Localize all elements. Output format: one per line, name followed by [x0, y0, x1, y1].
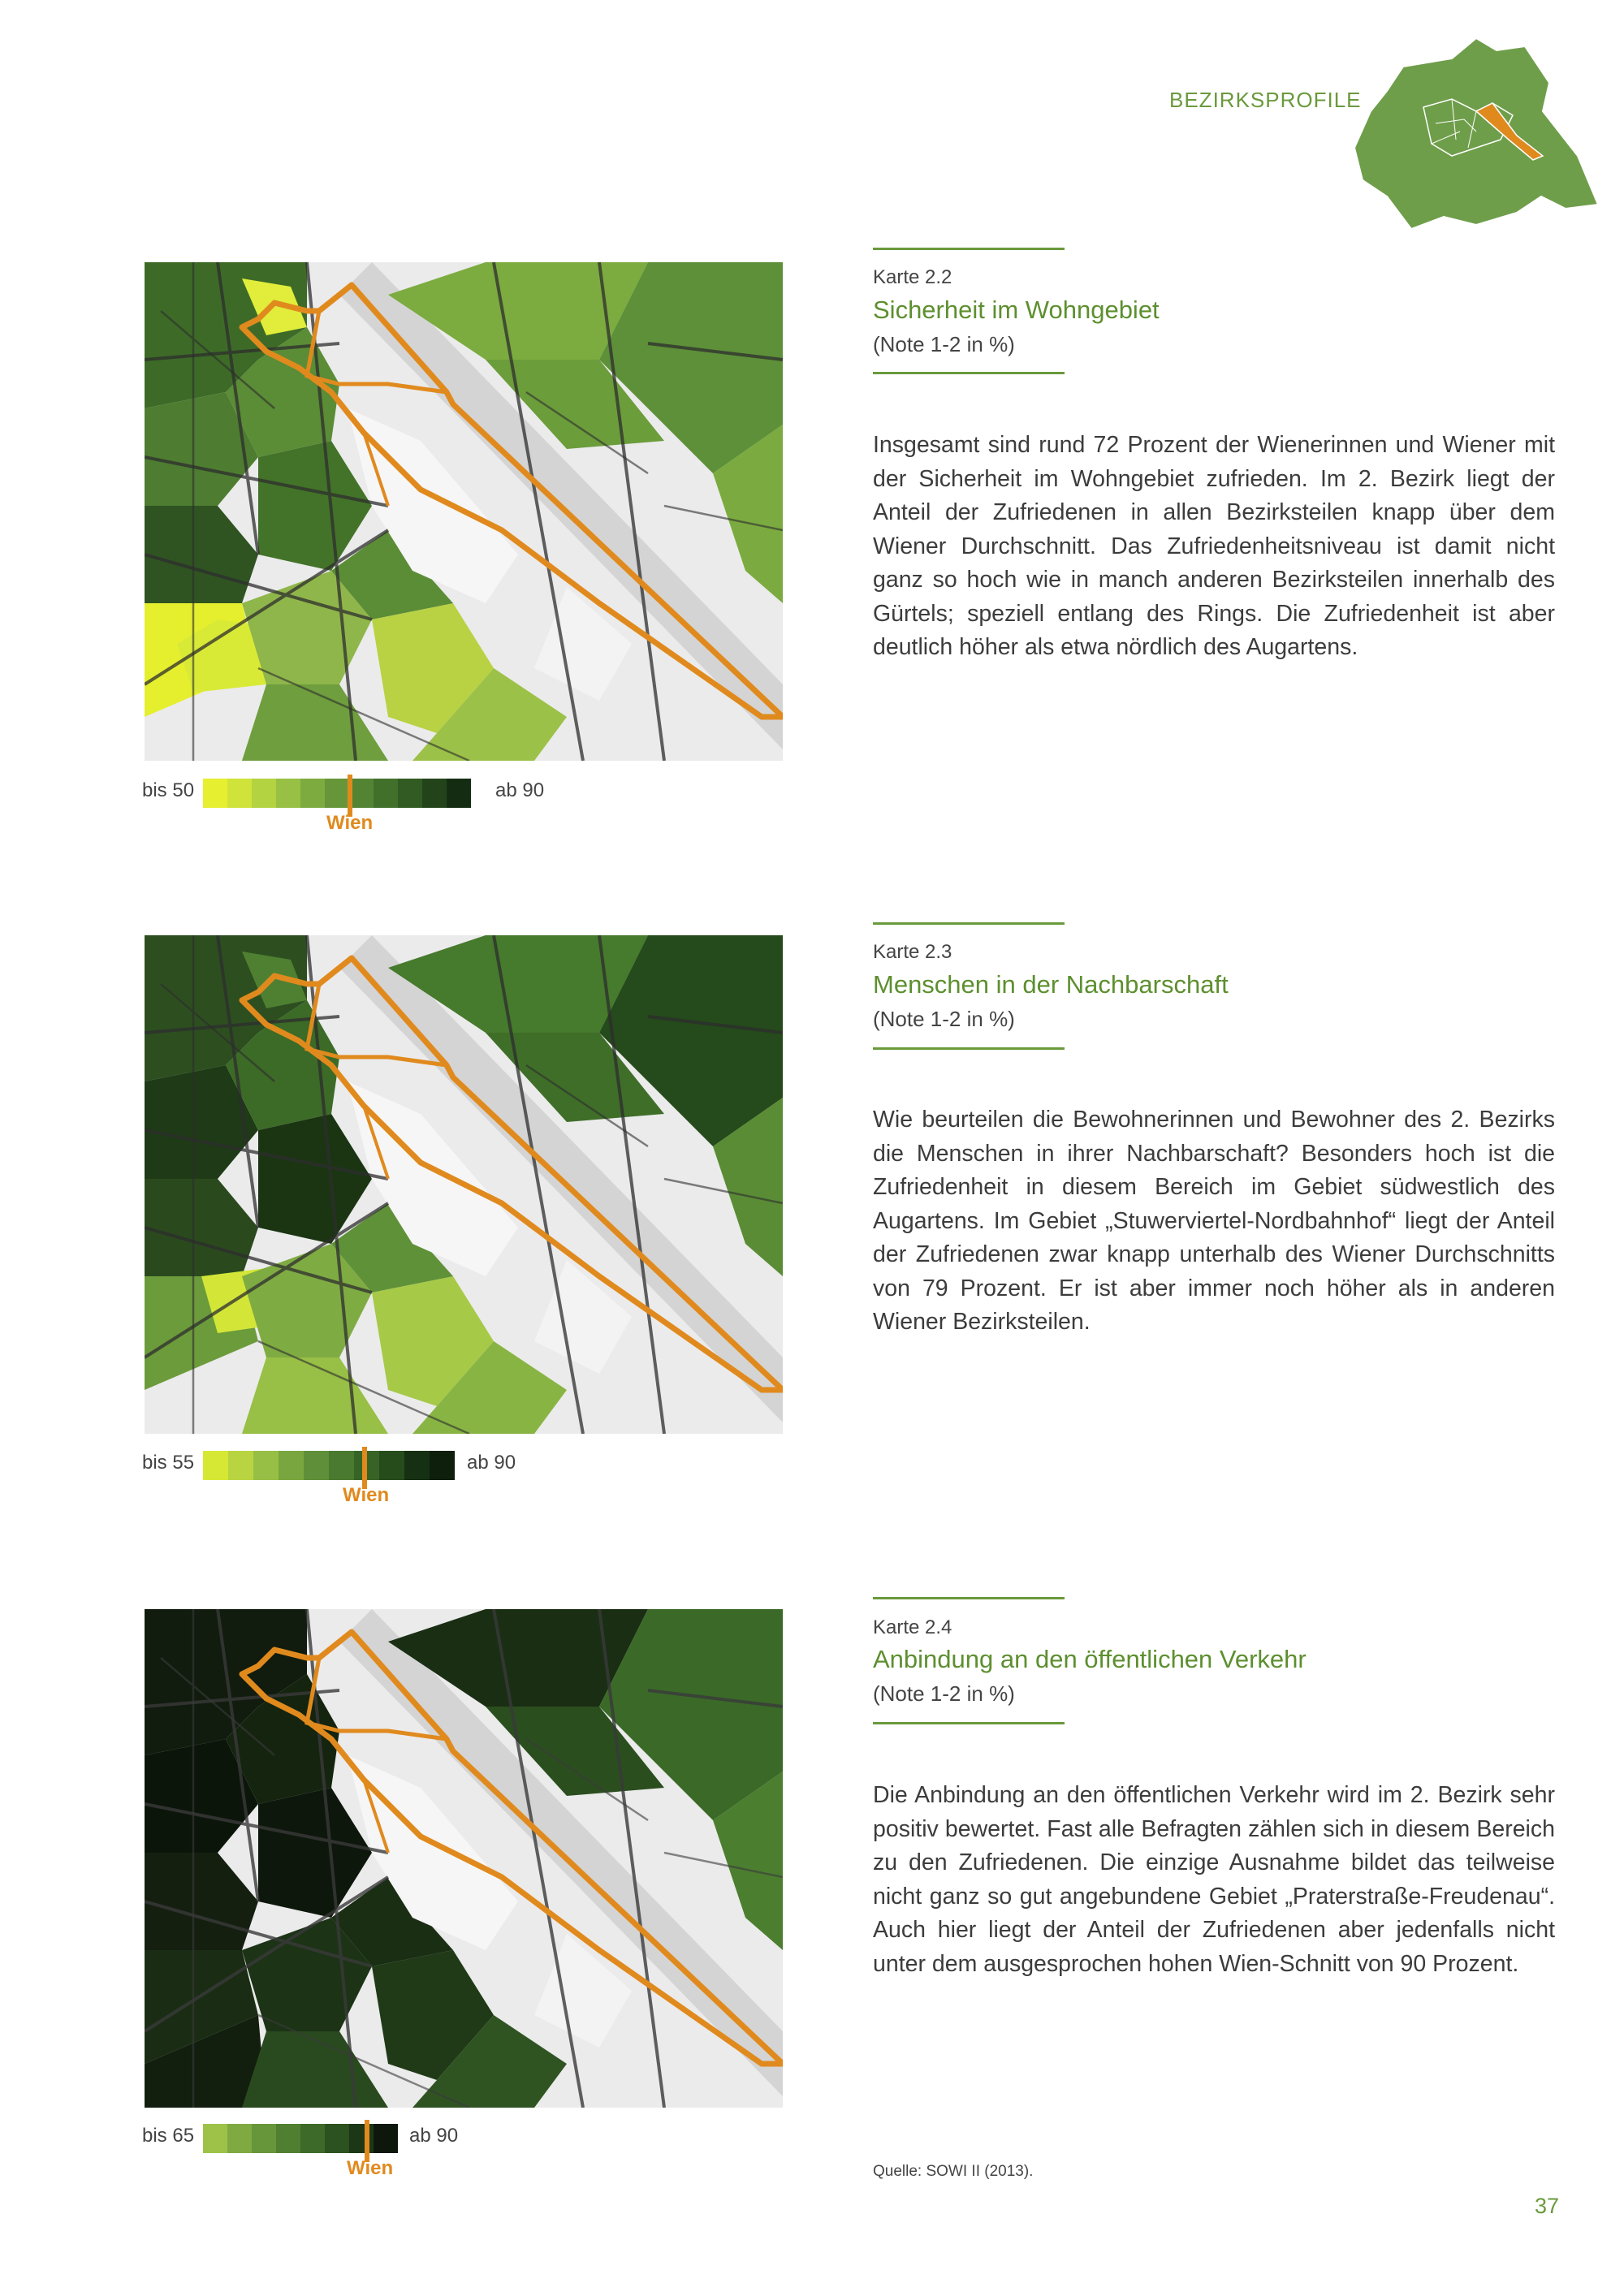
map-number: Karte 2.4: [873, 1616, 952, 1638]
map-number: Karte 2.2: [873, 266, 952, 288]
map-title: Anbindung an den öffentlichen Verkehr: [873, 1645, 1307, 1673]
legend-wien-label: Wien: [343, 1484, 390, 1506]
legend-low-label: bis 55: [142, 1452, 195, 1474]
legend-bar: [203, 1451, 455, 1480]
legend-high-label: ab 90: [467, 1452, 516, 1474]
source-note: Quelle: SOWI II (2013).: [873, 2163, 1034, 2180]
map-description: Insgesamt sind rund 72 Prozent der Wienerinnen und Wiener mit der Sicherheit im Wohngebiet zufrieden. Im 2. Bezirk liegt der Anteil der Zufriedenen in allen Bezirksteilen knapp über dem Wiener Durchschnitt. Das Zufriedenheitsniveau ist damit nicht ganz so hoch wie in manch anderen Bezirksteilen innerhalb des Gürtels; speziell entlang des Rings. Die Zufriedenheit ist aber deutlich höher als etwa nördlich des Augartens.: [873, 432, 1555, 660]
map-note: (Note 1-2 in %): [873, 1681, 1015, 1706]
legend-high-label: ab 90: [495, 779, 545, 801]
legend-bar: [203, 779, 471, 808]
legend-wien-label: Wien: [326, 812, 374, 834]
legend-wien-label: Wien: [347, 2157, 394, 2179]
rule-top-3: [873, 1597, 1065, 1599]
legend-high-label: ab 90: [409, 2125, 459, 2147]
rule-top-2: [873, 922, 1065, 925]
legend-low-label: bis 65: [142, 2125, 195, 2147]
legend-wien-marker: [348, 775, 352, 817]
rule-bottom-1: [873, 372, 1065, 374]
map-karte-2-3: [145, 935, 783, 1434]
rule-bottom-2: [873, 1047, 1065, 1050]
rule-top-1: [873, 248, 1065, 250]
rule-bottom-3: [873, 1722, 1065, 1724]
map-number: Karte 2.3: [873, 941, 952, 963]
map-description: Wie beurteilen die Bewohnerinnen und Bewohner des 2. Bezirks die Menschen in ihrer Nachbarschaft? Besonders hoch ist die Zufriedenheit in diesem Bereich im Gebiet südwestlich des Augartens. Im Gebiet „Stuwerviertel-Nordbahnhof“ liegt der Anteil der Zufriedenen zwar knapp unterhalb des Wiener Durchschnitts von 79 Prozent. Er ist aber immer noch höher als in anderen Wiener Bezirksteilen.: [873, 1107, 1555, 1335]
map-title: Menschen in der Nachbarschaft: [873, 970, 1229, 999]
vienna-district-map: [1354, 34, 1598, 229]
map-note: (Note 1-2 in %): [873, 1007, 1015, 1031]
legend-low-label: bis 50: [142, 779, 195, 801]
map-karte-2-4: [145, 1609, 783, 2108]
section-header: BEZIRKSPROFILE: [1169, 88, 1362, 112]
legend-wien-marker: [362, 1447, 367, 1489]
map-karte-2-2: [145, 262, 783, 761]
legend-wien-marker: [365, 2120, 369, 2162]
map-note: (Note 1-2 in %): [873, 332, 1015, 356]
page-number: 37: [1534, 2194, 1559, 2218]
map-description: Die Anbindung an den öffentlichen Verkehr wird im 2. Bezirk sehr positiv bewertet. Fast alle Befragten zählen sich in diesem Bereich zu den Zufriedenen. Die einzige Ausnahme bildet das teilweise nicht ganz so gut angebundene Gebiet „Praterstraße-Freudenau“. Auch hier liegt der Anteil der Zufriedenen aber jedenfalls nicht unter dem ausgesprochen hohen Wien-Schnitt von 90 Prozent.: [873, 1782, 1555, 1977]
map-title: Sicherheit im Wohngebiet: [873, 296, 1160, 324]
